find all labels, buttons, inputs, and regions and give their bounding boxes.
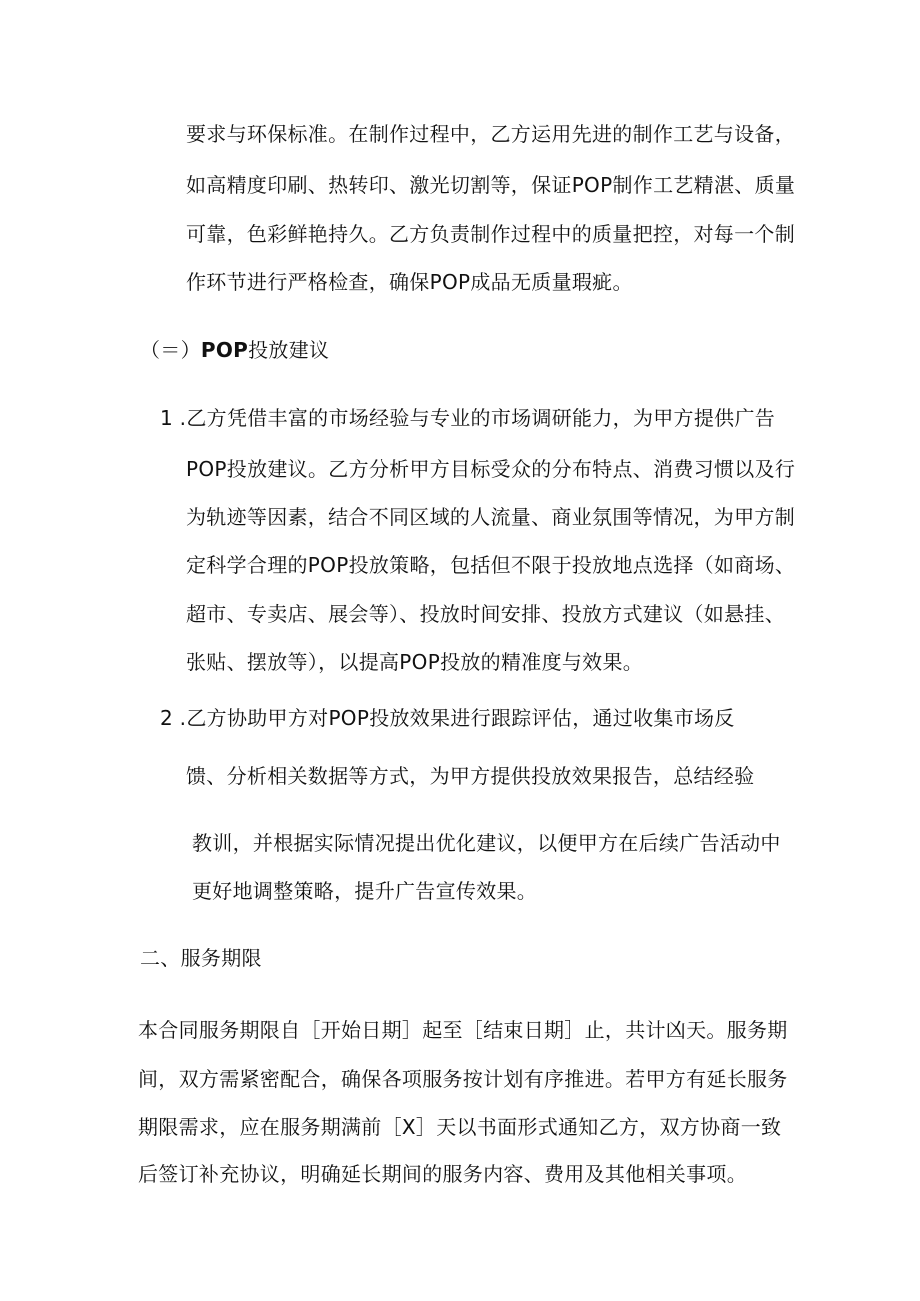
list-item-line: 张贴、摆放等），以提高POP投放的精准度与效果。 xyxy=(186,650,644,674)
list-item-line: 更好地调整策略，提升广告宣传效果。 xyxy=(192,879,538,903)
paragraph-line: 间，双方需紧密配合，确保各项服务按计划有序推进。若甲方有延长服务 xyxy=(138,1067,788,1091)
section-heading-prefix: （＝） xyxy=(140,338,201,362)
paragraph-line: 如高精度印刷、热转印、激光切割等，保证POP制作工艺精湛、质量 xyxy=(186,173,796,197)
paragraph-line: 后签订补充协议，明确延长期间的服务内容、费用及其他相关事项。 xyxy=(138,1162,747,1186)
section-heading-term: 二、服务期限 xyxy=(140,946,262,970)
list-item-line: 为轨迹等因素，结合不同区域的人流量、商业氛围等情况，为甲方制 xyxy=(186,505,795,529)
list-item-line: 2 .乙方协助甲方对POP投放效果进行跟踪评估，通过收集市场反 xyxy=(160,706,735,730)
paragraph-line: 作环节进行严格检查，确保POP成品无质量瑕疵。 xyxy=(186,270,633,294)
list-item-line: POP投放建议。乙方分析甲方目标受众的分布特点、消费习惯以及行 xyxy=(186,457,796,481)
section-heading-bold: POP xyxy=(200,338,249,362)
list-item-line: 馈、分析相关数据等方式，为甲方提供投放效果报告，总结经验 xyxy=(186,764,755,788)
paragraph-line: 可靠，色彩鲜艳持久。乙方负责制作过程中的质量把控，对每一个制 xyxy=(186,222,795,246)
paragraph-line: 本合同服务期限自［开始日期］起至［结束日期］止，共计凶天。服务期 xyxy=(138,1018,788,1042)
list-item-line: 超市、专卖店、展会等）、投放时间安排、投放方式建议（如悬挂、 xyxy=(186,602,785,626)
section-heading-rest: 投放建议 xyxy=(248,338,330,362)
list-item-line: 教训，并根据实际情况提出优化建议，以便甲方在后续广告活动中 xyxy=(192,831,781,855)
list-item-line: 1 .乙方凭借丰富的市场经验与专业的市场调研能力，为甲方提供广告 xyxy=(160,406,776,430)
list-item-line: 定科学合理的POP投放策略，包括但不限于投放地点选择（如商场、 xyxy=(186,553,796,577)
paragraph-line: 期限需求，应在服务期满前［X］天以书面形式通知乙方，双方协商一致 xyxy=(138,1115,782,1139)
section-heading-pop xyxy=(140,336,329,364)
paragraph-line: 要求与环保标准。在制作过程中，乙方运用先进的制作工艺与设备， xyxy=(186,122,795,146)
